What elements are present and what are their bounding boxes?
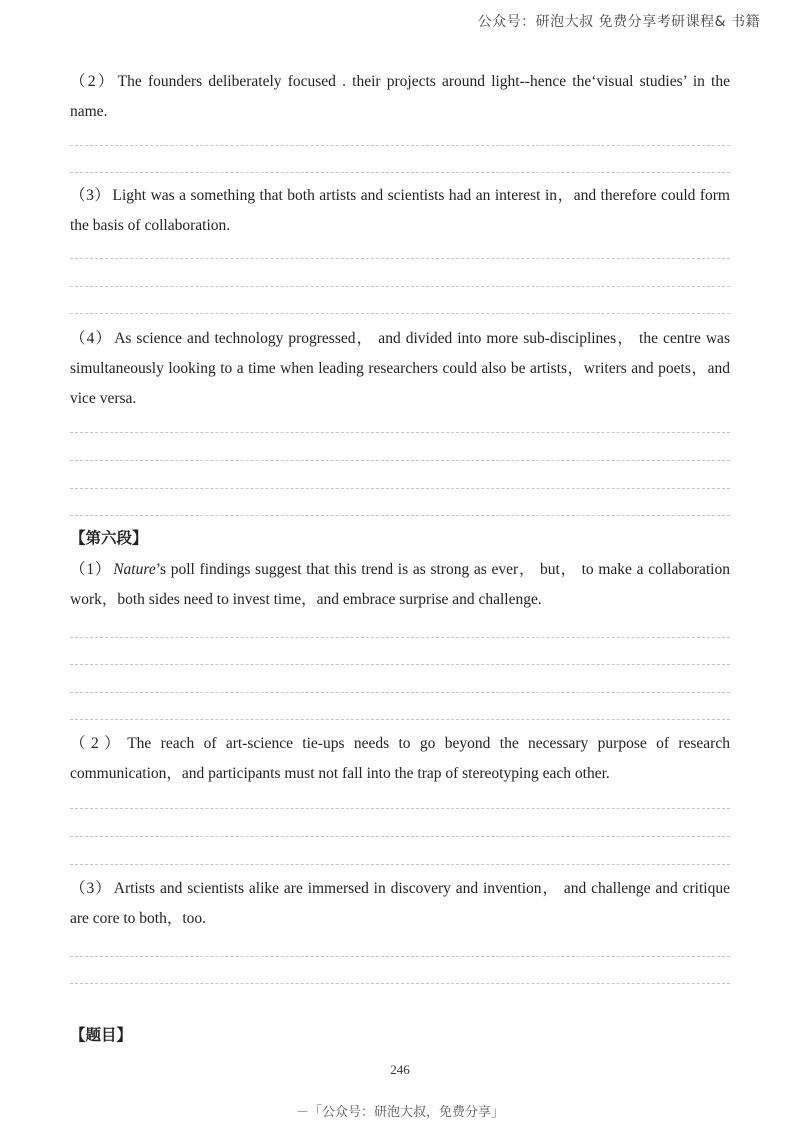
answer-line xyxy=(70,488,730,489)
paragraph-text: ’s poll findings suggest that this trend is as strong as ever， but， to make a collaboration work，both sides need to invest time，and embrace surprise and challenge. xyxy=(70,561,730,608)
answer-line xyxy=(70,460,730,461)
paragraph-6-1 xyxy=(70,555,730,615)
answer-line xyxy=(70,637,730,638)
answer-line xyxy=(70,692,730,693)
answer-line xyxy=(70,432,730,433)
paragraph-number: （3） xyxy=(70,187,111,204)
footer-watermark-note: －「公众号：研泡大叔，免费分享」 xyxy=(295,1105,504,1120)
section-heading: 【第六段】 xyxy=(70,529,148,547)
answer-line xyxy=(70,983,730,984)
paragraph-text: Artists and scientists alike are immersed in discovery and invention， and challenge and critique are core to both，too. xyxy=(70,880,730,927)
page-number: 246 xyxy=(390,1062,410,1077)
paragraph-5-4 xyxy=(70,324,730,414)
paragraph-text: Light was a something that both artists and scientists had an interest in，and therefore could form the basis of collaboration. xyxy=(70,187,730,234)
paragraph-text: The founders deliberately focused . their projects around light--hence the‘visual studies’ in the name. xyxy=(70,73,730,120)
answer-line xyxy=(70,258,730,259)
paragraph-6-2 xyxy=(70,729,730,789)
paragraph-text: The reach of art-science tie-ups needs to go beyond the necessary purpose of research communication，and participants must not fall into the trap of stereotyping each other. xyxy=(70,735,730,782)
questions-heading: 【题目】 xyxy=(70,1026,133,1044)
answer-line xyxy=(70,808,730,809)
answer-line xyxy=(70,172,730,173)
answer-line xyxy=(70,145,730,146)
paragraph-number: （2） xyxy=(70,735,126,752)
paragraph-5-3 xyxy=(70,181,730,241)
paragraph-number: （1） xyxy=(70,561,112,578)
paragraph-number: （2） xyxy=(70,73,116,90)
answer-line xyxy=(70,313,730,314)
paragraph-number: （3） xyxy=(70,880,112,897)
answer-line xyxy=(70,515,730,516)
paragraph-text: As science and technology progressed， and divided into more sub-disciplines， the centre was simultaneously looking to a time when leading researchers could also be artists，writers and poets，and vice versa. xyxy=(70,330,730,407)
paragraph-6-3 xyxy=(70,874,730,934)
paragraph-number: （4） xyxy=(70,330,113,347)
answer-line xyxy=(70,719,730,720)
paragraph-5-2 xyxy=(70,67,730,127)
answer-line xyxy=(70,956,730,957)
answer-line xyxy=(70,836,730,837)
header-watermark-note: 公众号：研泡大叔 免费分享考研课程& 书籍 xyxy=(477,14,760,30)
answer-line xyxy=(70,664,730,665)
answer-line xyxy=(70,286,730,287)
journal-name: Nature xyxy=(113,561,156,578)
answer-line xyxy=(70,864,730,865)
